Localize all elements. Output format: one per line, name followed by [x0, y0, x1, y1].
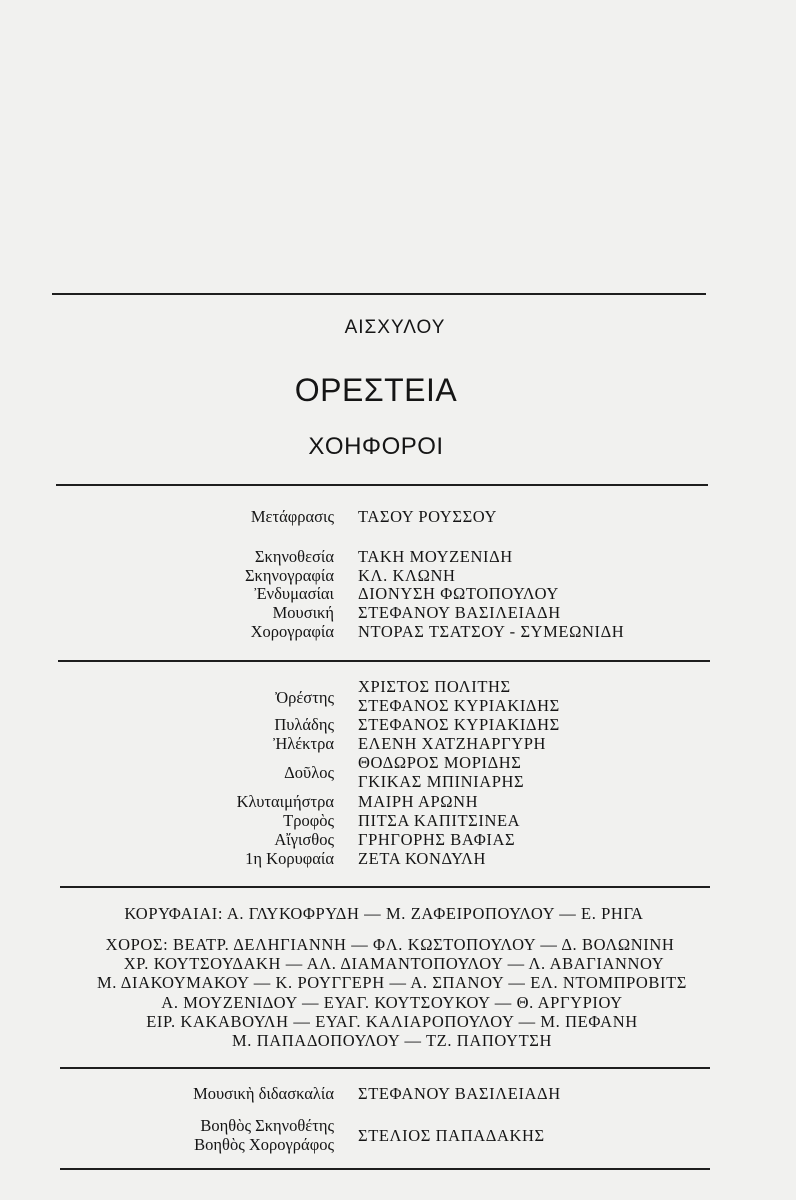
chorus-line: ΧΟΡΟΣ: ΒΕΑΤΡ. ΔΕΛΗΓΙΑΝΝΗ — ΦΛ. ΚΩΣΤΟΠΟΥΛΟΥ — Δ. ΒΟΛΩΝΙΝΗ: [105, 935, 675, 954]
cast-name: ΓΚΙΚΑΣ ΜΠΙΝΙΑΡΗΣ: [358, 772, 525, 791]
cast-row: [0, 772, 796, 792]
chorus-line: ΕΙΡ. ΚΑΚΑΒΟΥΛΗ — ΕΥΑΓ. ΚΑΛΙΑΡΟΠΟΥΛΟΥ — Μ. ΠΕΦΑΝΗ: [146, 1012, 638, 1031]
cast-role: Πυλάδης: [274, 715, 334, 734]
cast-name: ΧΡΙΣΤΟΣ ΠΟΛΙΤΗΣ: [358, 677, 511, 696]
credit-row: [0, 622, 796, 642]
cast-role: Ἠλέκτρα: [273, 734, 334, 753]
cast-role: 1η Κορυφαία: [245, 849, 334, 868]
assistant-name: ΣΤΕΛΙΟΣ ΠΑΠΑΔΑΚΗΣ: [358, 1126, 545, 1145]
credit-role: Χορογραφία: [250, 622, 334, 641]
cast-row: [0, 830, 796, 850]
assistant-row: [0, 1084, 796, 1104]
header-divider: [56, 484, 708, 486]
credit-row: [0, 507, 796, 527]
assistant-role: Βοηθὸς Σκηνοθέτης: [200, 1116, 334, 1135]
cast-row: [0, 849, 796, 869]
cast-row: [0, 677, 796, 697]
credit-name: ΔΙΟΝΥΣΗ ΦΩΤΟΠΟΥΛΟΥ: [358, 584, 559, 603]
cast-row: [0, 811, 796, 831]
cast-name: ΓΡΗΓΟΡΗΣ ΒΑΦΙΑΣ: [358, 830, 516, 849]
cast-name: ΣΤΕΦΑΝΟΣ ΚΥΡΙΑΚΙΔΗΣ: [358, 715, 560, 734]
cast-name: ΖΕΤΑ ΚΟΝΔΥΛΗ: [358, 849, 487, 868]
credit-row: [0, 584, 796, 604]
credit-role: Μετάφρασις: [250, 507, 334, 526]
cast-role: Τροφὸς: [283, 811, 334, 830]
cast-name: ΕΛΕΝΗ ΧΑΤΖΗΑΡΓΥΡΗ: [358, 734, 547, 753]
author-heading: ΑΙΣΧΥΛΟΥ: [344, 317, 446, 338]
cast-name: ΠΙΤΣΑ ΚΑΠΙΤΣΙΝΕΑ: [358, 811, 521, 830]
chorus-line: Μ. ΠΑΠΑΔΟΠΟΥΛΟΥ — ΤΖ. ΠΑΠΟΥΤΣΗ: [232, 1031, 552, 1050]
credit-row: [0, 566, 796, 586]
chorus-line: ΧΡ. ΚΟΥΤΣΟΥΔΑΚΗ — ΑΛ. ΔΙΑΜΑΝΤΟΠΟΥΛΟΥ — Λ. ΑΒΑΓΙΑΝΝΟΥ: [123, 954, 665, 973]
chorus-line: Α. ΜΟΥΖΕΝΙΔΟΥ — ΕΥΑΓ. ΚΟΥΤΣΟΥΚΟΥ — Θ. ΑΡΓΥΡΙΟΥ: [161, 993, 623, 1012]
cast-name: ΜΑΙΡΗ ΑΡΩΝΗ: [358, 792, 479, 811]
cast-role: Αἴγισθος: [274, 830, 334, 849]
credit-row: [0, 547, 796, 567]
cast-name: ΘΟΔΩΡΟΣ ΜΟΡΙΔΗΣ: [358, 753, 522, 772]
credit-role: Ἐνδυμασίαι: [254, 584, 334, 603]
assistant-name: ΣΤΕΦΑΝΟΥ ΒΑΣΙΛΕΙΑΔΗ: [358, 1084, 561, 1103]
cast-row: [0, 753, 796, 773]
credit-role: Σκηνοθεσία: [254, 547, 334, 566]
play-title: ΟΡΕΣΤΕΙΑ: [294, 372, 458, 408]
cast-role: Δοῦλος: [284, 763, 334, 782]
cast-row: [0, 696, 796, 716]
chorus-divider: [60, 1067, 710, 1069]
play-subtitle: ΧΟΗΦΟΡΟΙ: [308, 433, 444, 460]
credit-name: ΤΑΣΟΥ ΡΟΥΣΣΟΥ: [358, 507, 498, 526]
cast-name: ΣΤΕΦΑΝΟΣ ΚΥΡΙΑΚΙΔΗΣ: [358, 696, 560, 715]
cast-role: Ὀρέστης: [275, 688, 334, 707]
cast-row: [0, 734, 796, 754]
credit-row: [0, 603, 796, 623]
cast-divider: [60, 886, 710, 888]
credit-name: ΣΤΕΦΑΝΟΥ ΒΑΣΙΛΕΙΑΔΗ: [358, 603, 561, 622]
credit-role: Σκηνογραφία: [244, 566, 334, 585]
bottom-divider: [60, 1168, 710, 1170]
assistant-role: Βοηθὸς Χορογράφος: [194, 1135, 334, 1154]
credits-divider: [58, 660, 710, 662]
credit-name: ΝΤΟΡΑΣ ΤΣΑΤΣΟΥ - ΣΥΜΕΩΝΙΔΗ: [358, 622, 625, 641]
credit-name: ΤΑΚΗ ΜΟΥΖΕΝΙΔΗ: [358, 547, 513, 566]
chorus-leaders: ΚΟΡΥΦΑΙΑΙ: Α. ΓΛΥΚΟΦΡΥΔΗ — Μ. ΖΑΦΕΙΡΟΠΟΥΛΟΥ — Ε. ΡΗΓΑ: [124, 904, 644, 923]
cast-row: [0, 792, 796, 812]
assistant-row: [0, 1126, 796, 1146]
assistant-role: Μουσικὴ διδασκαλία: [193, 1084, 334, 1103]
chorus-line: Μ. ΔΙΑΚΟΥΜΑΚΟΥ — Κ. ΡΟΥΓΓΕΡΗ — Α. ΣΠΑΝΟΥ — ΕΛ. ΝΤΟΜΠΡΟΒΙΤΣ: [96, 973, 687, 992]
credit-role: Μουσική: [272, 603, 334, 622]
cast-role: Κλυταιμήστρα: [236, 792, 334, 811]
credit-name: ΚΛ. ΚΛΩΝΗ: [358, 566, 456, 585]
top-divider: [52, 293, 706, 295]
cast-row: [0, 715, 796, 735]
